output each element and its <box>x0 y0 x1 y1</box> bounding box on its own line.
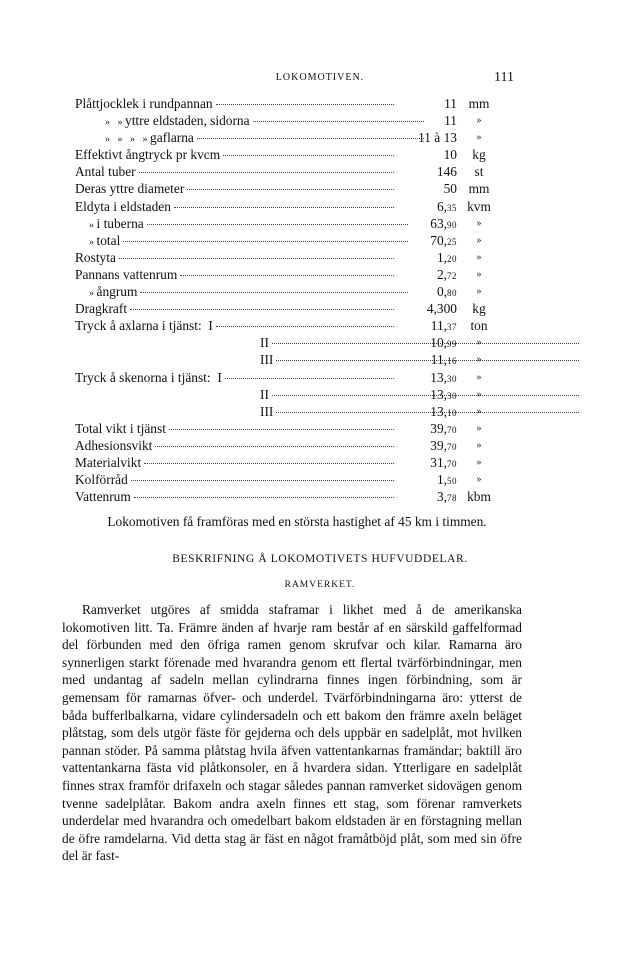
spec-label: i tuberna <box>96 215 144 231</box>
leader-dots <box>123 240 408 242</box>
ditto-mark: » <box>89 288 97 300</box>
spec-unit: » <box>476 268 482 280</box>
leader-dots <box>169 428 394 430</box>
spec-value-main: 4,300 <box>426 301 457 317</box>
spec-label: ångrum <box>96 284 138 300</box>
spec-unit: » <box>476 456 482 468</box>
spec-value-decimals: 20 <box>447 253 457 264</box>
running-head <box>0 70 640 86</box>
spec-value-decimals: 70 <box>447 424 457 435</box>
spec-value-decimals: 35 <box>447 202 457 213</box>
spec-unit: kg <box>472 147 486 163</box>
body-paragraph: Ramverket utgöres af smidda staframar i likhet med å de amerikanska lokomotiven litt. Ta. Främre änden af hvarje ram består af en särskild gaffelformad del förbunden med den öfriga ramen genom skrufvar och kilar. Ramarna äro synnerligen starkt förenade med hvarandra genom ett flertal tvärförbindningar, men med undantag af sadeln mellan cylindrarna finnes ingen förbindning, som är gemensam för ramarnas öfver- och underdel. Tvärförbindningarna äro: ytterst de båda bufferlbalkarna, vidare cylindersadeln och ett bakom den främre axeln beläget plåtstag, som dels utgör fäste för gejderna och dels uppbär en sadelplåt, mot hvilken pannan stöder. På samma plåtstag hvila äfven vattentankarnas framändar; baktill äro vattentankarna fästa vid plåtkonsoler, en å hvardera sidan. Ytterligare en sadelplåt finnes strax framför drifaxeln och stagar således pannan ramverket sidovägen genom tvenne sadelplåtar. Bakom andra axeln finnes ett stag, som förenar ramverkets underdelar med hvarandra och omedelbart bakom eldstaden är en förstagning mellan de öfre ramdelarna. Vid detta stag är fäst en något framåtböjd plåt, som med sin öfre del är fast- <box>62 602 522 864</box>
page-number: 111 <box>494 70 514 85</box>
spec-label: Kolförråd <box>75 472 128 488</box>
spec-value-main: 11 à 13 <box>418 130 457 146</box>
spec-value-main: 2, <box>436 266 447 282</box>
spec-value-main: 1, <box>436 249 447 265</box>
spec-label: III <box>260 352 274 368</box>
spec-row <box>75 215 491 232</box>
spec-unit: » <box>476 422 482 434</box>
leader-dots <box>140 291 408 293</box>
spec-unit: » <box>476 251 482 263</box>
spec-row <box>75 420 491 437</box>
leader-dots <box>174 206 394 208</box>
leader-dots <box>187 188 394 190</box>
spec-value-decimals: 50 <box>447 476 457 487</box>
spec-label: Plåttjocklek i rundpannan <box>75 96 213 111</box>
spec-unit: » <box>476 337 482 349</box>
spec-label: Vattenrum <box>75 489 131 505</box>
spec-unit: » <box>476 286 482 298</box>
spec-value-main: 11, <box>430 318 447 334</box>
spec-unit: ton <box>470 318 488 334</box>
leader-dots <box>223 154 394 156</box>
spec-unit: » <box>476 217 482 229</box>
spec-value-main: 3, <box>436 489 447 505</box>
spec-unit: » <box>476 115 482 127</box>
leader-dots <box>144 462 394 464</box>
spec-row <box>75 334 491 351</box>
spec-unit: » <box>476 474 482 486</box>
spec-row <box>75 471 491 488</box>
spec-label: Pannans vattenrum <box>75 266 178 282</box>
specification-table <box>75 95 491 505</box>
spec-unit: » <box>476 439 482 451</box>
spec-row <box>75 112 491 129</box>
leader-dots <box>131 479 394 481</box>
spec-value-main: 50 <box>443 181 457 197</box>
spec-label: III <box>260 403 274 419</box>
spec-row <box>75 300 491 317</box>
spec-value-decimals: 16 <box>447 356 457 367</box>
spec-row <box>75 232 491 249</box>
spec-value <box>397 488 457 507</box>
spec-label: total <box>96 232 121 248</box>
spec-value-main: 13, <box>430 386 447 402</box>
spec-label: Rostyta <box>75 249 116 265</box>
spec-row <box>75 198 491 215</box>
max-speed-statement: Lokomotiven få framföras med en största hastighet af 45 km i timmen. <box>107 514 487 529</box>
spec-label: Antal tuber <box>75 164 136 180</box>
spec-value-decimals: 37 <box>447 322 457 333</box>
spec-value-decimals: 78 <box>447 493 457 504</box>
leader-dots <box>225 377 394 379</box>
spec-value-main: 13, <box>430 403 447 419</box>
spec-label: Eldyta i eldstaden <box>75 198 171 214</box>
spec-value-main: 10, <box>430 335 447 351</box>
spec-row <box>75 403 491 420</box>
spec-value-main: 11 <box>444 96 457 111</box>
running-head-title: LOKOMOTIVEN. <box>275 72 365 83</box>
spec-row <box>75 317 491 334</box>
spec-unit: mm <box>468 181 490 197</box>
ditto-mark: » » » » <box>105 134 150 146</box>
spec-label: Tryck å skenorna i tjänst: I <box>75 369 222 385</box>
spec-label: Total vikt i tjänst <box>75 420 166 436</box>
spec-row <box>75 369 491 386</box>
spec-value-decimals: 80 <box>447 288 457 299</box>
spec-value-decimals: 30 <box>447 373 457 384</box>
spec-unit: » <box>476 371 482 383</box>
spec-value-decimals: 25 <box>447 236 457 247</box>
spec-row <box>75 163 491 180</box>
spec-row <box>75 266 491 283</box>
section-heading: BESKRIFNING Å LOKOMOTIVETS HUFVUDDELAR. <box>172 553 468 565</box>
leader-dots <box>147 223 408 225</box>
ditto-mark: » » <box>105 117 125 129</box>
spec-label: gaflarna <box>150 130 194 146</box>
spec-unit: kbm <box>467 489 491 505</box>
ditto-mark: » <box>89 236 97 248</box>
leader-dots <box>119 257 394 259</box>
spec-label: Materialvikt <box>75 454 142 470</box>
spec-value-main: 0, <box>436 284 447 300</box>
spec-row <box>75 351 491 368</box>
spec-value-decimals: 72 <box>447 270 457 281</box>
spec-unit: » <box>476 234 482 246</box>
leader-dots <box>134 496 394 498</box>
spec-row <box>75 129 491 146</box>
spec-row <box>75 454 491 471</box>
spec-value-decimals: 90 <box>447 219 457 230</box>
spec-value-main: 10 <box>443 147 457 163</box>
spec-value-decimals: 30 <box>447 390 457 401</box>
spec-label: II <box>260 386 269 402</box>
spec-unit: mm <box>468 96 490 111</box>
spec-label: Dragkraft <box>75 301 128 317</box>
spec-value-main: 6, <box>436 198 447 214</box>
spec-row <box>75 249 491 266</box>
spec-value-main: 63, <box>430 215 447 231</box>
spec-unit: st <box>474 164 484 180</box>
spec-label: Adhesionsvikt <box>75 437 153 453</box>
spec-value-decimals: 10 <box>447 407 457 418</box>
spec-unit: kvm <box>467 198 491 214</box>
spec-unit: » <box>476 354 482 366</box>
spec-value-main: 146 <box>436 164 457 180</box>
leader-dots <box>130 308 394 310</box>
spec-value-main: 1, <box>436 472 447 488</box>
spec-value-main: 11, <box>430 352 447 368</box>
spec-row <box>75 180 491 197</box>
sub-heading: RAMVERKET. <box>284 580 356 590</box>
leader-dots <box>216 103 394 105</box>
spec-value-main: 31, <box>430 454 447 470</box>
spec-value-decimals: 70 <box>447 458 457 469</box>
spec-unit: kg <box>472 301 486 317</box>
spec-unit: » <box>476 405 482 417</box>
spec-label: Tryck å axlarna i tjänst: I <box>75 318 213 334</box>
spec-value-decimals: 70 <box>447 441 457 452</box>
spec-label: yttre eldstaden, sidorna <box>125 113 250 129</box>
spec-value-main: 11 <box>444 113 457 129</box>
spec-row <box>75 146 491 163</box>
spec-value-main: 39, <box>430 420 447 436</box>
spec-label: II <box>260 335 269 351</box>
leader-dots <box>139 171 394 173</box>
spec-unit: » <box>476 132 482 144</box>
spec-row <box>75 437 491 454</box>
spec-label: Deras yttre diameter <box>75 181 185 197</box>
leader-dots <box>155 445 394 447</box>
spec-row <box>75 283 491 300</box>
spec-unit: » <box>476 388 482 400</box>
spec-value-decimals: 99 <box>447 339 457 350</box>
leader-dots <box>216 325 394 327</box>
spec-value-main: 39, <box>430 437 447 453</box>
spec-row <box>75 488 491 505</box>
ditto-mark: » <box>89 219 97 231</box>
leader-dots <box>180 274 394 276</box>
leader-dots <box>197 137 424 139</box>
spec-value-main: 13, <box>430 369 447 385</box>
spec-value-main: 70, <box>430 232 447 248</box>
spec-row <box>75 386 491 403</box>
spec-row <box>75 95 491 112</box>
spec-label: Effektivt ångtryck pr kvcm <box>75 147 221 163</box>
